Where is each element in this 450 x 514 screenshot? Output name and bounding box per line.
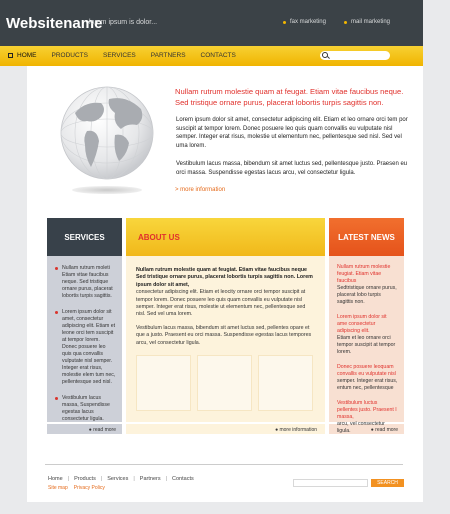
footer-link-services[interactable]: Services <box>107 476 129 482</box>
bullet-icon <box>55 397 58 400</box>
nav-item-partners[interactable]: PARTNERS <box>150 52 186 59</box>
footer-link-contacts[interactable]: Contacts <box>172 476 194 482</box>
bullet-icon <box>55 311 58 314</box>
footer-link-site-map[interactable]: Site map <box>48 485 68 491</box>
about-more-information-link[interactable]: ● more information <box>126 422 325 434</box>
footer-search-button[interactable]: SEARCH <box>371 479 404 487</box>
news-read-more-link[interactable]: ● read more <box>329 422 404 434</box>
services-read-more-link[interactable]: ● read more <box>47 422 122 434</box>
footer-link-privacy-policy[interactable]: Privacy Policy <box>73 485 105 491</box>
footer-link-home[interactable]: Home <box>48 476 63 482</box>
news-item-title: Vestibulum luctus pellentes justo. Praesent I massa, <box>337 400 397 420</box>
footer-link-products[interactable]: Products <box>74 476 96 482</box>
nav-item-services[interactable]: SERVICES <box>102 52 136 59</box>
about-text: consectetur adipiscing elit. Etiam et leocity ornare orci tempor suscipit at tempor lorem. Donec posuere leo quis quam convallis eu vulputate nisl semper. Integer erat risus, molestie ut elementum nec, pellentesque sed nisl. Sed vel uma lorem. <box>136 289 306 318</box>
news-item-text: arcu, vel consectetur ligula. <box>337 421 385 434</box>
footer-divider <box>45 464 403 465</box>
services-list <box>47 256 122 422</box>
globe-icon <box>57 83 157 183</box>
footer-link-partners[interactable]: Partners <box>139 476 161 482</box>
news-item[interactable] <box>337 314 398 356</box>
nav-item-products[interactable]: PRODUCTS <box>51 52 88 59</box>
news-item-title: Donec posuere leoquam convallis eu vulputate nisl <box>337 364 396 377</box>
footer-links: Home | Products | Services | Partners | Contacts <box>48 476 194 482</box>
list-item[interactable]: Lorem ipsum dolor sit amet, consectetur adipiscing elit. Etiam et leone orci tem suscipit at tempor lorem. Donec posuere leo quis qua convallis vulputate nisl semper. Integer erat risus, molestie elem tum nec, pellentesque sed nisl. <box>55 309 116 386</box>
about-column <box>126 218 325 434</box>
about-title: ABOUT US <box>126 218 325 256</box>
services-column <box>47 218 122 434</box>
intro-headline: Nullam rutrum molestie quam at feugat. Etiam vitae faucibus neque. Sed tristique ornare purus, placerat lobortis turpis sagittis non. <box>175 87 404 107</box>
services-title: SERVICES <box>47 218 122 256</box>
intro-paragraph: Lorem ipsum dolor sit amet, consectetur adipiscing elit. Etiam et leo ornare orci tem por suscipit at tempor lorem. Donec posuere leo quis quam convallis eu vulputate nisl semper. Integer erat risus, molestie ut elementum nec, pellentesque sed nisl. Sed vel uma lorem. <box>176 117 408 149</box>
page <box>27 0 423 514</box>
about-text-2: Vestibulum lacus massa, bibendum sit amet luctus sed, pellentes opare et que a justo. Praesent eu orci massa. Suspendisse egestas lacus tempores arcu, vel consectetur ligula. <box>136 324 312 346</box>
bullet-icon <box>55 267 58 270</box>
site-tagline: lorem ipsum is dolor... <box>89 19 158 26</box>
news-title: LATEST NEWS <box>329 218 404 256</box>
site-name[interactable]: Websitename <box>6 15 103 32</box>
more-information-link[interactable]: > more information <box>175 187 226 193</box>
news-item-text: semper. Integer erat risus, entum nec, pellentesque <box>337 378 398 391</box>
home-square-icon <box>8 53 13 58</box>
thumbnail[interactable] <box>136 355 191 411</box>
news-item-title: Nullam rutrum molestie feugiat. Etiam vitae faucibus <box>337 264 391 284</box>
news-item[interactable] <box>337 264 398 306</box>
about-body <box>126 256 325 422</box>
intro-paragraph-2: Vestibulum lacus massa, bibendum sit amet luctus sed, pellentesque justo. Praesen eu orci massa. Suspendisse egestas lacus arcu, vel consectetur ligula. <box>176 161 408 176</box>
top-link-mail-marketing[interactable]: mail marketing <box>344 19 390 25</box>
news-item-text: Etiam et leo ornare orci tempor suscipit at tempor lorem. <box>337 335 396 355</box>
nav-item-contacts[interactable]: CONTACTS <box>200 52 236 59</box>
footer-sub-links <box>48 485 105 491</box>
thumbnail[interactable] <box>197 355 252 411</box>
news-item-title: Lorem ipsum dolor sit ame consectetur adipiscing elit. <box>337 314 387 334</box>
main-content <box>27 66 423 502</box>
footer-search-input[interactable] <box>293 479 368 487</box>
nav-item-home[interactable]: HOME <box>17 52 37 59</box>
about-thumbnails <box>136 355 315 411</box>
thumbnail[interactable] <box>258 355 313 411</box>
top-link-fax-marketing[interactable]: fax marketing <box>283 19 326 25</box>
list-item[interactable]: Vestibulum lacus massa, Suspendisse egestas lacus consectetur ligula. <box>55 395 116 423</box>
news-item[interactable] <box>337 364 398 392</box>
list-item[interactable]: Nullam rutrum moleti Etiam vitae faucibus neque. Sed tristique ornare purus, placerat lobortis turpis sagittis. <box>55 265 116 300</box>
news-item-text: Sedtristique ornare purus, placerat lobo turpis sagittis non. <box>337 285 397 305</box>
globe-shadow <box>72 186 142 194</box>
news-column <box>329 218 404 434</box>
about-lead-text: Nullam rutrum molestie quam at feugiat. Etiam vitae faucibus neque Sed tristique ornare purus, placerat lobortis turpis sagittis non. Lorem ipsum dolor sit amet, <box>136 267 313 288</box>
